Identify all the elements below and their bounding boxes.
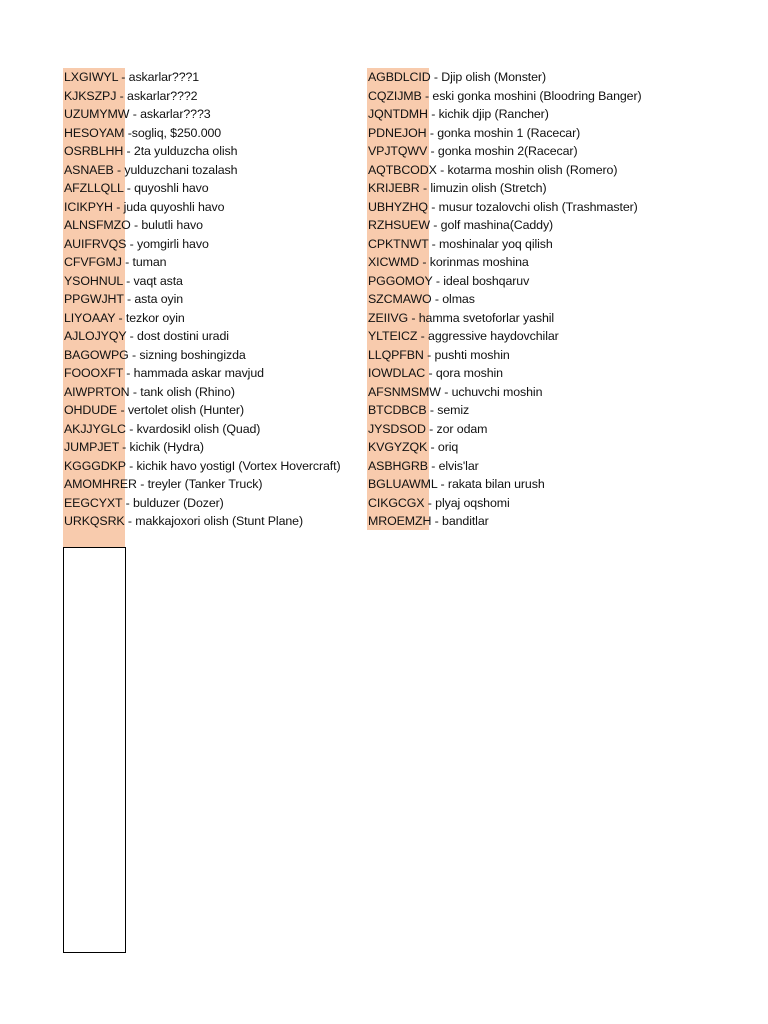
cheat-code: IOWDLAC [368,366,426,380]
cheat-description: - asta oyin [123,292,184,306]
cheat-code: PGGOMOY [368,273,433,288]
cheat-code: ICIKPYH [64,199,113,214]
list-item [64,512,341,531]
list-item [368,401,642,420]
cheat-code: CPKTNWT [368,236,429,251]
cheat-description: - tank olish (Rhino) [129,384,235,399]
cheat-description: - pushti moshin [423,347,510,362]
cheat-description: - askarlar???3 [129,107,211,121]
cheat-code: BGLUAWML [368,477,438,491]
list-item [64,105,341,124]
list-item [64,142,341,161]
cheat-description: - yomgirli havo [126,236,209,251]
list-item [368,494,642,513]
cheat-code: LLQPFBN [368,347,424,362]
cheat-description: - kichik havo yostigI (Vortex Hovercraft) [125,458,341,473]
cheat-description: - limuzin olish (Stretch) [419,181,547,195]
cheat-description: - semiz [426,403,470,417]
cheat-description: - kichik djip (Rancher) [427,107,549,121]
cheat-code: BTCDBCB [368,403,427,417]
cheat-description: - oriq [427,440,459,454]
cheat-description: - plyaj oqshomi [424,495,510,510]
list-item [64,290,341,309]
cheat-description: - musur tozalovchi olish (Trashmaster) [427,199,638,214]
cheat-description: - Djip olish (Monster) [430,70,546,84]
cheat-description: - dost dostini uradi [126,329,229,343]
list-item [368,142,642,161]
cheat-code: ASNAEB [64,162,114,177]
cheat-code: AQTBCODX [368,162,437,177]
cheat-code: AGBDLCID [368,70,431,84]
cheat-description: - korinmas moshina [419,255,529,269]
cheat-code: BAGOWPG [64,347,129,362]
cheat-code: UZUMYMW [64,107,130,121]
cheat-code: URKQSRK [64,514,125,528]
list-item [368,475,642,494]
list-item [64,179,341,198]
cheat-code: XICWMD [368,255,420,269]
list-item [368,364,642,383]
cheat-description: - hamma svetoforlar yashil [408,310,555,325]
cheat-description: - yulduzchani tozalash [113,162,238,177]
list-item [368,309,642,328]
list-item [64,401,341,420]
cheat-code: FOOOXFT [64,366,123,380]
list-item [64,68,341,87]
list-item [64,216,341,235]
cheat-code: CQZIJMB [368,88,422,103]
list-item [368,105,642,124]
cheat-code: YSOHNUL [64,273,123,288]
cheat-description: - golf mashina(Caddy) [429,218,554,232]
cheat-description: - aggressive haydovchilar [417,329,559,343]
cheat-code: OSRBLHH [64,144,124,158]
cheat-description: - gonka moshin 1 (Racecar) [426,125,581,140]
cheat-code: EEGCYXT [64,495,123,510]
cheat-description: - ideal boshqaruv [432,273,530,288]
list-item [368,179,642,198]
cheat-description: -sogliq, $250.000 [124,125,222,140]
cheat-description: - uchuvchi moshin [440,384,543,399]
list-item [368,438,642,457]
cheat-code: UBHYZHQ [368,199,428,214]
list-item [64,87,341,106]
list-item [368,290,642,309]
cheat-description: - askarlar???2 [116,88,198,103]
list-item [64,383,341,402]
cheat-code: JUMPJET [64,440,119,454]
cheat-description: - zor odam [425,421,488,436]
cheat-description: - olmas [431,292,475,306]
cheat-code: LIYOAAY [64,310,116,325]
cheat-description: - gonka moshin 2(Racecar) [427,144,578,158]
cheat-code: ZEIIVG [368,310,409,325]
cheat-description: - bulutli havo [130,218,203,232]
list-item [64,346,341,365]
cheat-description: - rakata bilan urush [437,477,545,491]
list-item [64,327,341,346]
cheat-code: AJLOJYQY [64,329,127,343]
cheat-code: HESOYAM [64,125,125,140]
list-item [368,87,642,106]
cheat-code: KJKSZPJ [64,88,117,103]
list-item [368,457,642,476]
list-item [368,216,642,235]
empty-bordered-cell [63,547,126,953]
cheat-description: - treyler (Tanker Truck) [136,477,263,491]
cheat-code: PPGWJHT [64,292,124,306]
cheat-code: CIKGCGX [368,495,425,510]
list-item [368,235,642,254]
cheat-description: - banditlar [431,514,489,528]
list-item [64,364,341,383]
list-item [64,124,341,143]
cheat-code: KVGYZQK [368,440,428,454]
cheat-code: AFZLLQLL [64,181,124,195]
cheat-code: MROEMZH [368,514,432,528]
cheat-description: - elvis'lar [427,458,479,473]
cheat-description: - sizning boshingizda [128,347,246,362]
list-item [64,272,341,291]
cheat-code: AIWPRTON [64,384,130,399]
cheat-code: LXGIWYL [64,70,118,84]
cheat-description: - juda quyoshli havo [112,199,225,214]
cheat-description: - kotarma moshin olish (Romero) [436,162,618,177]
list-item [368,383,642,402]
list-item [64,198,341,217]
cheat-description: - 2ta yulduzcha olish [123,144,238,158]
list-item [368,346,642,365]
list-item [64,438,341,457]
cheat-description: - kvardosikl olish (Quad) [125,421,261,436]
list-item [64,475,341,494]
cheat-code: RZHSUEW [368,218,430,232]
cheat-description: - vaqt asta [122,273,183,288]
cheat-code: ASBHGRB [368,458,428,473]
cheat-code: AKJJYGLC [64,421,126,436]
cheat-code: SZCMAWO [368,292,432,306]
cheat-description: - tuman [121,255,167,269]
cheat-description: - bulduzer (Dozer) [122,495,224,510]
list-item [64,420,341,439]
cheat-code: JYSDSOD [368,421,426,436]
cheat-description: - vertolet olish (Hunter) [117,403,244,417]
cheat-description: - makkajoxori olish (Stunt Plane) [124,514,303,528]
list-item [64,494,341,513]
cheat-code: KRIJEBR [368,181,420,195]
list-item [64,309,341,328]
right-cheat-list [368,68,642,531]
cheat-code: ALNSFMZO [64,218,131,232]
list-item [368,272,642,291]
cheat-description: - askarlar???1 [117,70,200,84]
cheat-code: YLTEICZ [368,329,418,343]
list-item [368,327,642,346]
cheat-code: CFVFGMJ [64,255,122,269]
cheat-description: - moshinalar yoq qilish [428,236,553,251]
list-item [368,68,642,87]
cheat-code: VPJTQWV [368,144,428,158]
list-item [64,457,341,476]
cheat-description: - kichik (Hydra) [118,440,204,454]
list-item [368,420,642,439]
cheat-code: AMOMHRER [64,477,137,491]
cheat-code: OHDUDE [64,403,118,417]
cheat-description: - qora moshin [425,366,503,380]
list-item [368,161,642,180]
left-cheat-list [64,68,341,531]
cheat-description: - tezkor oyin [115,310,185,325]
list-item [368,253,642,272]
list-item [64,253,341,272]
cheat-code: KGGGDKP [64,458,126,473]
list-item [368,512,642,531]
cheat-description: - quyoshli havo [123,181,209,195]
cheat-code: AUIFRVQS [64,236,127,251]
cheat-description: - eski gonka moshini (Bloodring Banger) [421,88,642,103]
list-item [64,161,341,180]
list-item [64,235,341,254]
cheat-description: - hammada askar mavjud [122,366,264,380]
cheat-code: AFSNMSMW [368,384,441,399]
list-item [368,124,642,143]
list-item [368,198,642,217]
cheat-code: PDNEJOH [368,125,427,140]
cheat-code: JQNTDMH [368,107,428,121]
